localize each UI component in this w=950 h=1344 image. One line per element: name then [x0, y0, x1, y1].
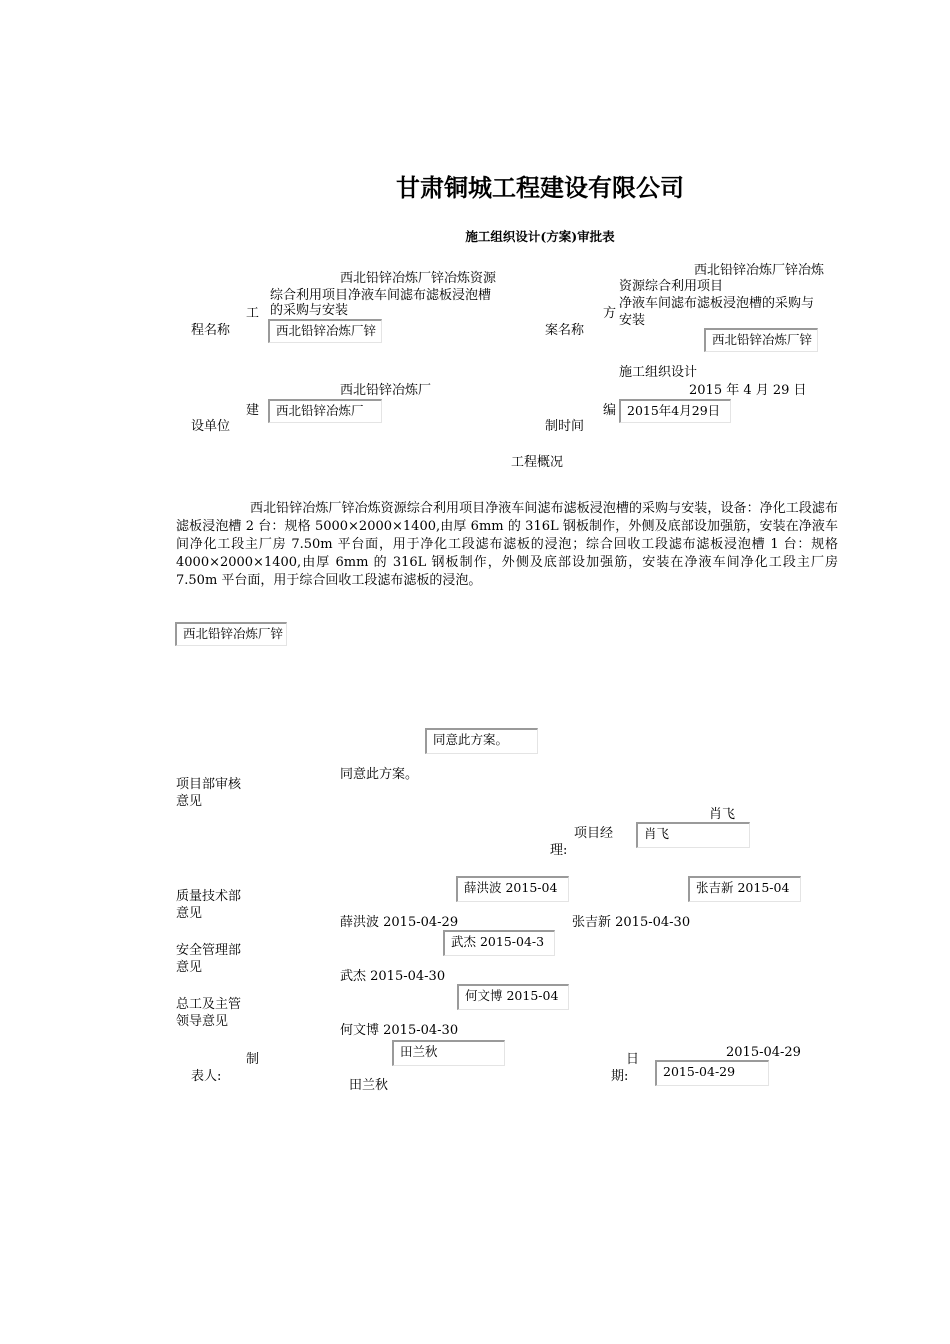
- plan-name-line4: 安装: [619, 313, 646, 328]
- project-review-label-line1: 项目部审核: [176, 777, 242, 792]
- plan-name-line1: 西北铅锌冶炼厂锌冶炼: [694, 263, 825, 278]
- project-name-label-b: 程名称: [191, 323, 231, 338]
- chief-engineer-field[interactable]: 何文博 2015-04: [457, 984, 569, 1010]
- chief-engineer-label-line2: 领导意见: [176, 1014, 229, 1029]
- compile-time-label-a: 编: [603, 403, 617, 418]
- date-label-b: 期:: [611, 1069, 629, 1084]
- project-manager-field[interactable]: 肖飞: [636, 822, 750, 848]
- quality-signer1-field[interactable]: 薛洪波 2015-04: [456, 876, 569, 902]
- overview-field[interactable]: 西北铅锌冶炼厂锌: [175, 622, 287, 646]
- project-name-line3: 的采购与安装: [270, 303, 349, 318]
- company-title: 甘肃铜城工程建设有限公司: [396, 174, 684, 202]
- preparer-label-b: 表人:: [191, 1069, 222, 1084]
- safety-label-line2: 意见: [176, 960, 203, 975]
- preparer-field[interactable]: 田兰秋: [392, 1040, 505, 1066]
- project-name-label-a: 工: [246, 306, 260, 321]
- date-label-a: 日: [626, 1052, 640, 1067]
- date-field[interactable]: 2015-04-29: [655, 1060, 769, 1086]
- quality-label-line2: 意见: [176, 906, 203, 921]
- overview-text: 西北铅锌冶炼厂锌冶炼资源综合利用项目净液车间滤布滤板浸泡槽的采购与安装，设备：净化工段滤布滤板浸泡槽 2 台：规格 5000×2000×1400,由厚 6mm 的 316L 钢板制作，外侧及底部设加强筋，安装在净液车间净化工段主厂房 7.50m 平台面，用于净化工段滤布滤板的浸泡；综合回收工段滤布滤板浸泡槽 1 台：规格 4000×2000×1400,由厚 6mm 的 316L 钢板制作，外侧及底部设加强筋，安装在净液车间净化工段主厂房 7.50m 平台面，用于综合回收工段滤布滤板的浸泡。: [176, 501, 838, 588]
- form-title: 施工组织设计(方案)审批表: [465, 229, 615, 244]
- safety-field[interactable]: 武杰 2015-04-3: [443, 930, 555, 956]
- project-manager-name: 肖飞: [709, 807, 736, 822]
- chief-engineer-label-line1: 总工及主管: [176, 997, 242, 1012]
- construction-unit-field[interactable]: 西北铅锌冶炼厂: [268, 399, 382, 423]
- project-review-label-line2: 意见: [176, 794, 203, 809]
- project-review-opinion: 同意此方案。: [340, 767, 419, 782]
- construction-unit-value: 西北铅锌冶炼厂: [340, 383, 432, 398]
- plan-type: 施工组织设计: [619, 365, 698, 380]
- quality-signer2-field[interactable]: 张吉新 2015-04: [688, 876, 801, 902]
- overview-heading: 工程概况: [511, 455, 564, 470]
- compile-time-field[interactable]: 2015年4月29日: [619, 399, 731, 423]
- plan-name-line2: 资源综合利用项目: [619, 279, 724, 294]
- plan-name-field[interactable]: 西北铅锌冶炼厂锌: [704, 328, 818, 352]
- project-name-field[interactable]: 西北铅锌冶炼厂锌: [268, 319, 382, 343]
- chief-engineer-signer: 何文博 2015-04-30: [340, 1023, 459, 1038]
- plan-name-label-a: 方: [603, 306, 617, 321]
- plan-name-label-b: 案名称: [545, 323, 585, 338]
- preparer-label-a: 制: [246, 1052, 260, 1067]
- construction-unit-label-b: 设单位: [191, 419, 231, 434]
- construction-unit-label-a: 建: [246, 403, 260, 418]
- compile-time-label-b: 制时间: [545, 419, 585, 434]
- project-manager-label-b: 理:: [550, 843, 568, 858]
- project-name-line2: 综合利用项目净液车间滤布滤板浸泡槽: [270, 288, 492, 303]
- date-value: 2015-04-29: [726, 1045, 801, 1060]
- safety-label-line1: 安全管理部: [176, 943, 242, 958]
- safety-signer: 武杰 2015-04-30: [340, 969, 446, 984]
- quality-label-line1: 质量技术部: [176, 889, 242, 904]
- compile-time-value: 2015 年 4 月 29 日: [689, 383, 807, 398]
- project-name-line1: 西北铅锌冶炼厂锌冶炼资源: [340, 271, 497, 286]
- quality-signer2: 张吉新 2015-04-30: [572, 915, 691, 930]
- plan-name-line3: 净液车间滤布滤板浸泡槽的采购与: [619, 296, 815, 311]
- preparer-name: 田兰秋: [349, 1078, 389, 1093]
- quality-signer1: 薛洪波 2015-04-29: [340, 915, 459, 930]
- project-review-field[interactable]: 同意此方案。: [425, 728, 538, 754]
- project-manager-label-a: 项目经: [574, 826, 614, 841]
